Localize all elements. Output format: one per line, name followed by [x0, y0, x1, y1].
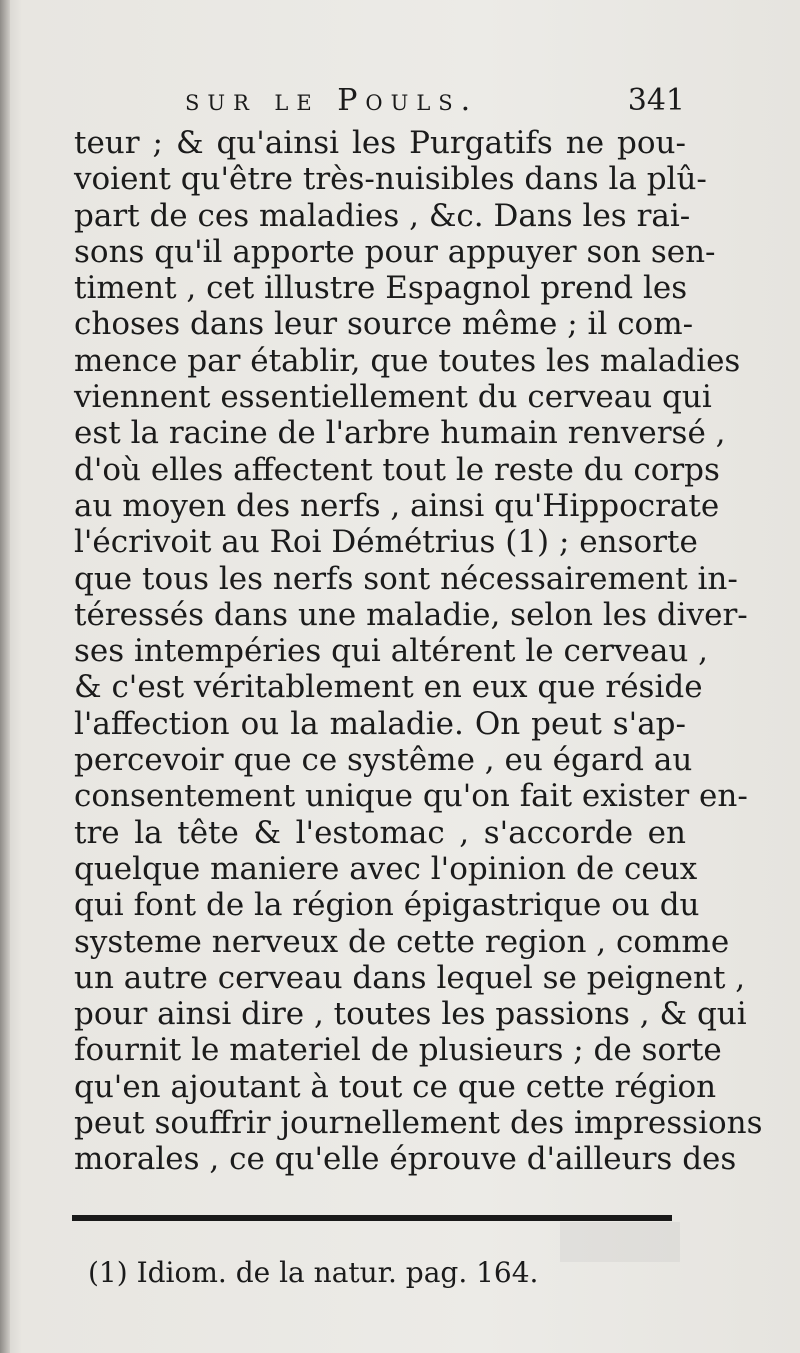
text-line: tre la tête & l'estomac , s'accorde en: [74, 814, 686, 851]
text-line: téressés dans une maladie, selon les diver-: [74, 596, 748, 633]
text-line: un autre cerveau dans lequel se peignent ,: [74, 959, 746, 996]
text-line: est la racine de l'arbre humain renversé ,: [74, 415, 726, 452]
text-line: morales , ce qu'elle éprouve d'ailleurs des: [74, 1141, 737, 1178]
text-line: teur ; & qu'ainsi les Purgatifs ne pou-: [74, 125, 686, 161]
text-line: & c'est véritablement en eux que réside: [74, 669, 703, 706]
text-line: ses intempéries qui altérent le cerveau ,: [74, 633, 709, 670]
text-line: l'affection ou la maladie. On peut s'ap-: [74, 705, 686, 742]
footnote-rule: [72, 1215, 672, 1221]
body-text: [74, 125, 763, 1178]
text-line: au moyen des nerfs , ainsi qu'Hippocrate: [74, 487, 720, 524]
text-line: l'écrivoit au Roi Démétrius (1) ; ensorte: [74, 524, 698, 561]
page-header: [185, 83, 685, 123]
text-line: viennent essentiellement du cerveau qui: [74, 379, 712, 416]
text-line: systeme nerveux de cette region , comme: [74, 923, 730, 960]
show-through-shadow: [560, 1222, 680, 1262]
footnote: (1) Idiom. de la natur. pag. 164.: [88, 1256, 539, 1289]
text-line: pour ainsi dire , toutes les passions , & qui: [74, 996, 747, 1033]
running-title: sur le Pouls.: [185, 83, 479, 118]
text-line: fournit le materiel de plusieurs ; de sorte: [74, 1032, 722, 1069]
text-line: qui font de la région épigastrique ou du: [74, 887, 700, 924]
text-line: d'où elles affectent tout le reste du corps: [74, 451, 720, 488]
text-line: choses dans leur source même ; il com-: [74, 306, 694, 343]
text-line: qu'en ajoutant à tout ce que cette région: [74, 1068, 717, 1105]
binding-edge: [0, 0, 10, 1353]
text-line: mence par établir, que toutes les maladies: [74, 342, 741, 379]
text-line: timent , cet illustre Espagnol prend les: [74, 270, 688, 307]
text-line: consentement unique qu'on fait exister en-: [74, 778, 748, 815]
page-number: 341: [627, 83, 685, 118]
text-line: quelque maniere avec l'opinion de ceux: [74, 850, 698, 887]
text-line: peut souffrir journellement des impressions: [74, 1105, 763, 1142]
text-line: percevoir que ce systême , eu égard au: [74, 742, 693, 779]
text-line: part de ces maladies , &c. Dans les rai-: [74, 197, 691, 234]
text-line: voient qu'être très-nuisibles dans la plû-: [74, 161, 707, 198]
text-line: sons qu'il apporte pour appuyer son sen-: [74, 233, 716, 270]
text-line: que tous les nerfs sont nécessairement in-: [74, 560, 738, 597]
